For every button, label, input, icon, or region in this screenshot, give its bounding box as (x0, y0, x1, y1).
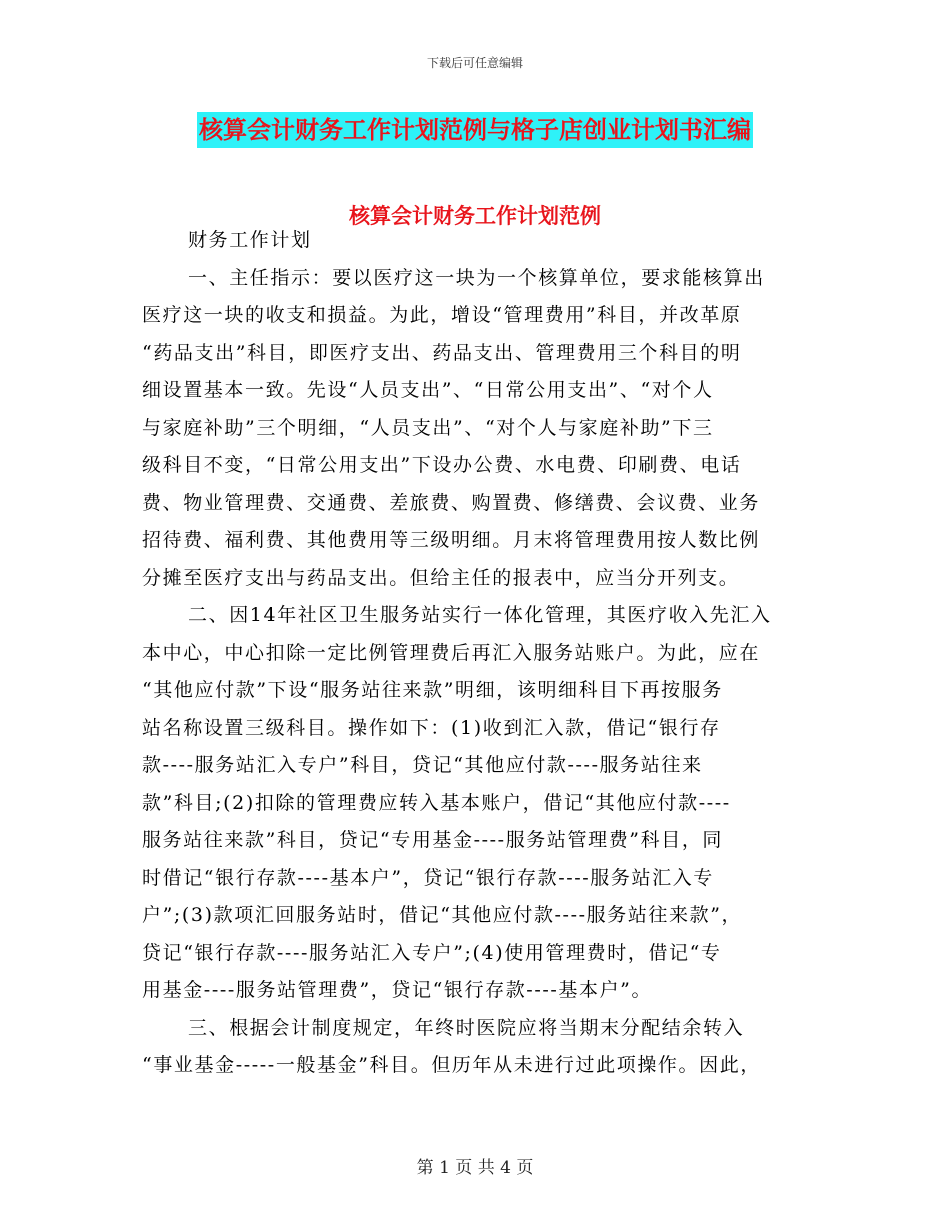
main-title-wrap (0, 112, 950, 148)
paragraph-line: “药品支出”科目，即医疗支出、药品支出、管理费用三个科目的明 (142, 341, 742, 364)
paragraph-line: “事业基金-----一般基金”科目。但历年从未进行过此项操作。因此， (142, 1054, 761, 1076)
paragraph-line: 细设置基本一致。先设“人员支出”、“日常公用支出”、“对个人 (142, 379, 714, 401)
main-title: 核算会计财务工作计划范例与格子店创业计划书汇编 (197, 112, 753, 148)
paragraph-line: 分摊至医疗支出与药品支出。但给主任的报表中，应当分开列支。 (142, 566, 740, 589)
paragraph-line: 三、根据会计制度规定，年终时医院应将当期末分配结余转入 (188, 1016, 745, 1039)
sub-title: 核算会计财务工作计划范例 (349, 204, 601, 228)
paragraph-line: 招待费、福利费、其他费用等三级明细。月末将管理费用按人数比例 (142, 529, 761, 551)
paragraph-line: 户”;(3)款项汇回服务站时，借记“其他应付款----服务站往来款”， (142, 904, 743, 926)
paragraph-line: 时借记“银行存款----基本户”，贷记“银行存款----服务站汇入专 (142, 866, 714, 889)
paragraph-line: 贷记“银行存款----服务站汇入专户”;(4)使用管理费时，借记“专 (142, 941, 722, 964)
paragraph-line: 二、因14年社区卫生服务站实行一体化管理，其医疗收入先汇入 (188, 604, 772, 626)
paragraph-line: 一、主任指示：要以医疗这一块为一个核算单位，要求能核算出 (188, 266, 765, 289)
paragraph-line: 费、物业管理费、交通费、差旅费、购置费、修缮费、会议费、业务 (142, 491, 761, 514)
paragraph-line: 用基金----服务站管理费”，贷记“银行存款----基本户”。 (142, 979, 653, 1001)
paragraph-line: 款----服务站汇入专户”科目，贷记“其他应付款----服务站往来 (142, 754, 703, 776)
paragraph-line: 与家庭补助”三个明细，“人员支出”、“对个人与家庭补助”下三 (142, 416, 714, 439)
paragraph-line: 款”科目;(2)扣除的管理费应转入基本账户，借记“其他应付款---- (142, 791, 731, 814)
paragraph-line: “其他应付款”下设“服务站往来款”明细，该明细科目下再按服务 (142, 679, 723, 701)
paragraph-line: 医疗这一块的收支和损益。为此，增设“管理费用”科目，并改革原 (142, 304, 742, 326)
paragraph-line: 级科目不变，“日常公用支出”下设办公费、水电费、印刷费、电话 (142, 454, 742, 476)
page-footer: 第 1 页 共 4 页 (416, 1158, 534, 1178)
paragraph-line: 站名称设置三级科目。操作如下：(1)收到汇入款，借记“银行存 (142, 716, 721, 739)
paragraph-line: 服务站往来款”科目，贷记“专用基金----服务站管理费”科目，同 (142, 829, 724, 851)
header-note: 下载后可任意编辑 (426, 56, 523, 70)
section-heading: 财务工作计划 (188, 229, 312, 251)
paragraph-line: 本中心，中心扣除一定比例管理费后再汇入服务站账户。为此，应在 (142, 641, 761, 664)
body-text (142, 222, 806, 1085)
